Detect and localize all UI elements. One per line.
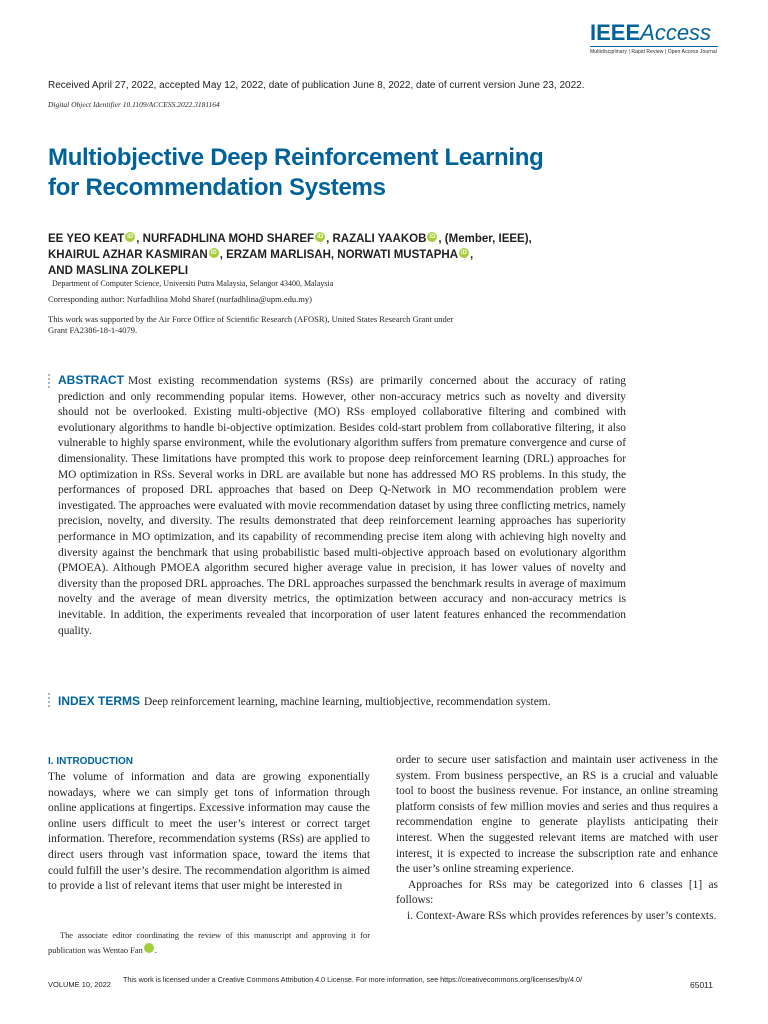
author-2: , NURFADHLINA MOHD SHAREF: [136, 233, 315, 245]
footnote-end: .: [154, 946, 157, 955]
author-list: [48, 231, 608, 279]
author-3: , RAZALI YAAKOB: [326, 233, 427, 245]
doi[interactable]: Digital Object Identifier 10.1109/ACCESS.2022.3181164: [48, 100, 220, 109]
received-dates: Received April 27, 2022, accepted May 12, 2022, date of publication June 8, 2022, date of current version June 23, 2022.: [48, 80, 585, 91]
marker-dot: [48, 386, 50, 388]
index-terms: [58, 694, 658, 710]
author-5-suffix: ,: [470, 249, 474, 261]
index-terms-marker: [48, 693, 51, 709]
author-6: AND MASLINA ZOLKEPLI: [48, 265, 189, 277]
left-column: [48, 755, 370, 895]
editor-footnote: [48, 928, 370, 958]
orcid-icon[interactable]: iD: [127, 234, 134, 240]
title-line-1: Multiobjective Deep Reinforcement Learning: [48, 144, 544, 171]
intro-paragraph-1-continued: order to secure user satisfaction and maintain user activeness in the system. From business perspective, an RS is a crucial and valuable tool to boost the business revenue. For instance, an online streaming platform consists of few million movies and series and thus requires a recommendation engine to generate playlists anticipating their interest. When the suggested relevant items are matched with user interest, it is expected to increase the subscription rate and enhance the user’s online streaming experience.: [396, 754, 718, 876]
abstract-label: ABSTRACT: [58, 373, 124, 387]
footnote-text: The associate editor coordinating the review of this manuscript and approving it for publication was Wentao Fan: [48, 931, 370, 955]
title-line-2: for Recommendation Systems: [48, 174, 386, 201]
author-5: , ERZAM MARLISAH, NORWATI MUSTAPHA: [219, 249, 459, 261]
author-1: EE YEO KEAT: [48, 233, 125, 245]
logo-wordmark: IEEEAccess: [590, 20, 712, 45]
page-number: 65011: [690, 980, 714, 990]
list-item-context-aware: i. Context-Aware RSs which provides references by user’s contexts.: [407, 909, 717, 922]
affiliation: Department of Computer Science, Universiti Putra Malaysia, Selangor 43400, Malaysia: [52, 279, 334, 288]
journal-logo: [590, 22, 718, 55]
volume-label: VOLUME 10, 2022: [48, 980, 111, 989]
orcid-icon[interactable]: iD: [144, 943, 154, 953]
orcid-icon[interactable]: iD: [210, 250, 217, 256]
right-column: [396, 753, 718, 925]
abstract-text: Most existing recommendation systems (RSs) are primarily concerned about the accuracy of rating prediction and only recommending popular items. However, other non-accuracy metrics such as novelty and diversity should not be overlooked. Existing multi-objective (MO) RSs employed collaborative filtering and combined with evolutionary algorithms to handle bi-objective optimization. Besides cold-start problem from collaborative filtering, it also vulnerable to highly sparse environment, while the evolutionary algorithm suffers from premature convergence and curse of dimensionality. These limitations have prompted this work to propose deep reinforcement learning (DRL) approaches for MO optimization in RSs. Several works in DRL are available but none has addressed MO RS problems. In this study, the performances of proposed DRL approaches that based on Deep Q-Network in MO recommendation problem were investigated. The approaches were evaluated with movie recommendation dataset by using three conflicting metrics, namely precision, novelty, and diversity. The results demonstrated that deep reinforcement learning approaches has superiority performance in MO optimization, and its capability of recommending precise item along with achieving high novelty and diversity against the benchmark that using probabilistic based multi-objective approach based on evolutionary algorithm (PMOEA). Although PMOEA algorithm secured higher average value in precision, it has lower values of novelty and diversity than the proposed DRL approaches. The DRL approaches surpassed the benchmark results in average of maximum novelty and the average of mean diversity metrics, the optimization between accuracy and non-accuracy metrics is inevitable. In addition, the experiments revealed that incorporation of user latent features enhanced the recommendation quality.: [58, 375, 626, 637]
corresponding-author: Corresponding author: Nurfadhlina Mohd Sharef (nurfadhlina@upm.edu.my): [48, 294, 312, 304]
funding-line-1: This work was supported by the Air Force Office of Scientific Research (AFOSR), United States Research Grant under: [48, 314, 454, 324]
author-4: KHAIRUL AZHAR KASMIRAN: [48, 249, 208, 261]
orcid-icon[interactable]: iD: [429, 234, 436, 240]
index-terms-label: INDEX TERMS: [58, 694, 141, 708]
intro-paragraph-1: The volume of information and data are growing exponentially nowadays, where we can simply get tons of information through online applications at fingertips. Excessive information may cause the online users difficult to meet the user’s interest or correct target information. Therefore, recommendation systems (RSs) are applied to direct users through vast information space, toward the items that could fulfill the user’s desire. The recommendation algorithm is aimed to provide a list of relevant items that user might be interested in: [48, 771, 370, 893]
funding-statement: [48, 314, 608, 336]
orcid-icon[interactable]: iD: [461, 250, 468, 256]
marker-dot: [48, 382, 50, 384]
marker-dot: [48, 697, 50, 699]
author-3-suffix: , (Member, IEEE),: [438, 233, 532, 245]
marker-dot: [48, 693, 50, 695]
logo-rule: [590, 46, 718, 47]
abstract-marker: [48, 374, 51, 390]
logo-tagline: Multidisciplinary | Rapid Review | Open Access Journal: [590, 49, 717, 55]
orcid-icon[interactable]: iD: [317, 234, 324, 240]
marker-dot: [48, 374, 50, 376]
marker-dot: [48, 378, 50, 380]
funding-line-2: Grant FA2386-18-1-4079.: [48, 325, 138, 335]
abstract: [58, 373, 626, 639]
marker-dot: [48, 705, 50, 707]
index-terms-text: Deep reinforcement learning, machine learning, multiobjective, recommendation system.: [144, 696, 551, 708]
license-notice[interactable]: This work is licensed under a Creative Commons Attribution 4.0 License. For more information, see https://creativecommons.org/licenses/by/4.0/: [123, 975, 583, 984]
intro-paragraph-2: Approaches for RSs may be categorized into 6 classes [1] as follows:: [396, 878, 718, 907]
paper-title: [48, 143, 608, 203]
marker-dot: [48, 701, 50, 703]
section-heading-introduction: I. INTRODUCTION: [48, 756, 133, 767]
